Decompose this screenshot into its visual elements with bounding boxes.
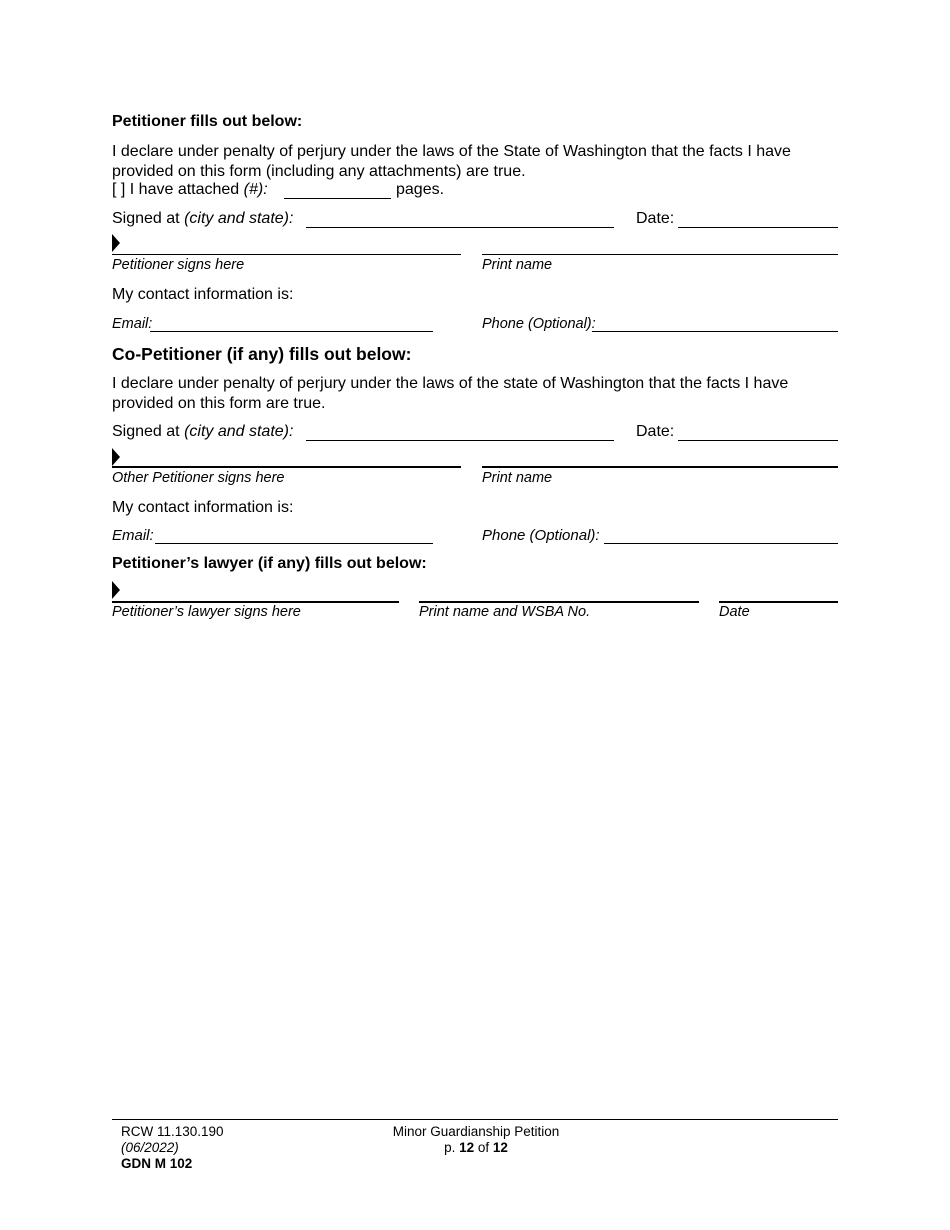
petitioner-phone-label: Phone (Optional): — [482, 316, 596, 332]
petitioner-heading: Petitioner fills out below: — [112, 113, 303, 130]
lawyer-print-caption: Print name and WSBA No. — [419, 604, 591, 620]
signed-at-hint: (city and state): — [184, 423, 294, 440]
petitioner-signed-at-field[interactable] — [306, 211, 614, 228]
co-petitioner-signed-at-label — [112, 423, 293, 441]
lawyer-date-field[interactable] — [719, 585, 838, 603]
footer-form-code: GDN M 102 — [121, 1156, 193, 1171]
co-petitioner-contact-label: My contact information is: — [112, 499, 294, 516]
co-petitioner-email-label: Email: — [112, 527, 154, 544]
co-petitioner-date-field[interactable] — [678, 424, 838, 441]
co-petitioner-phone-field[interactable] — [604, 527, 838, 544]
lawyer-print-name-field[interactable] — [419, 585, 699, 603]
co-petitioner-declaration: I declare under penalty of perjury under the laws of the state of Washington that the facts I have provided on this form are true. — [112, 375, 789, 412]
lawyer-sign-caption: Petitioner’s lawyer signs here — [112, 604, 301, 620]
petitioner-signature-field[interactable] — [112, 238, 461, 255]
petitioner-signed-at-label — [112, 210, 293, 228]
petitioner-print-caption: Print name — [482, 257, 553, 273]
petitioner-date-field[interactable] — [678, 211, 838, 228]
signed-at-hint: (city and state): — [184, 210, 294, 227]
attached-pages-field[interactable] — [284, 182, 391, 199]
footer-center — [376, 1124, 576, 1156]
petitioner-date-label: Date: — [636, 210, 675, 227]
co-petitioner-phone-label: Phone (Optional): — [482, 527, 600, 544]
petitioner-sign-caption: Petitioner signs here — [112, 257, 245, 273]
lawyer-heading: Petitioner’s lawyer (if any) fills out below: — [112, 555, 427, 572]
co-petitioner-signed-at-field[interactable] — [306, 424, 614, 441]
page-current: 12 — [459, 1140, 475, 1155]
petitioner-email-field[interactable] — [150, 315, 433, 332]
footer-rule — [112, 1119, 838, 1120]
co-petitioner-date-label: Date: — [636, 423, 675, 440]
co-petitioner-print-name-field[interactable] — [482, 450, 838, 468]
signed-at-text: Signed at — [112, 423, 185, 440]
signed-at-text: Signed at — [112, 210, 185, 227]
petitioner-declaration: I declare under penalty of perjury under the laws of the State of Washington that the facts I have provided on this form (including any attachments) are true. — [112, 143, 791, 180]
lawyer-signature-field[interactable] — [112, 585, 399, 603]
page-total: 12 — [492, 1140, 508, 1155]
footer-rcw: RCW 11.130.190 — [121, 1124, 224, 1139]
footer-page-number — [376, 1140, 576, 1156]
petitioner-email-label: Email: — [112, 316, 153, 332]
petitioner-contact-label: My contact information is: — [112, 286, 294, 303]
attached-prefix: [ ] I have attached — [112, 181, 244, 198]
footer-title: Minor Guardianship Petition — [392, 1124, 560, 1139]
lawyer-date-caption: Date — [719, 604, 750, 620]
co-petitioner-print-caption: Print name — [482, 470, 553, 486]
footer-left — [121, 1124, 224, 1172]
petitioner-phone-field[interactable] — [592, 315, 838, 332]
attached-hint: (#): — [243, 181, 268, 198]
co-petitioner-email-field[interactable] — [155, 527, 433, 544]
footer-revision: (06/2022) — [121, 1140, 179, 1155]
page-of: of — [474, 1140, 493, 1155]
petitioner-print-name-field[interactable] — [482, 238, 838, 255]
co-petitioner-sign-caption: Other Petitioner signs here — [112, 470, 285, 486]
attached-pages-row — [112, 181, 268, 199]
co-petitioner-signature-field[interactable] — [112, 450, 461, 468]
attached-suffix: pages. — [396, 181, 445, 198]
co-petitioner-heading: Co-Petitioner (if any) fills out below: — [112, 344, 412, 364]
page-prefix: p. — [444, 1140, 460, 1155]
